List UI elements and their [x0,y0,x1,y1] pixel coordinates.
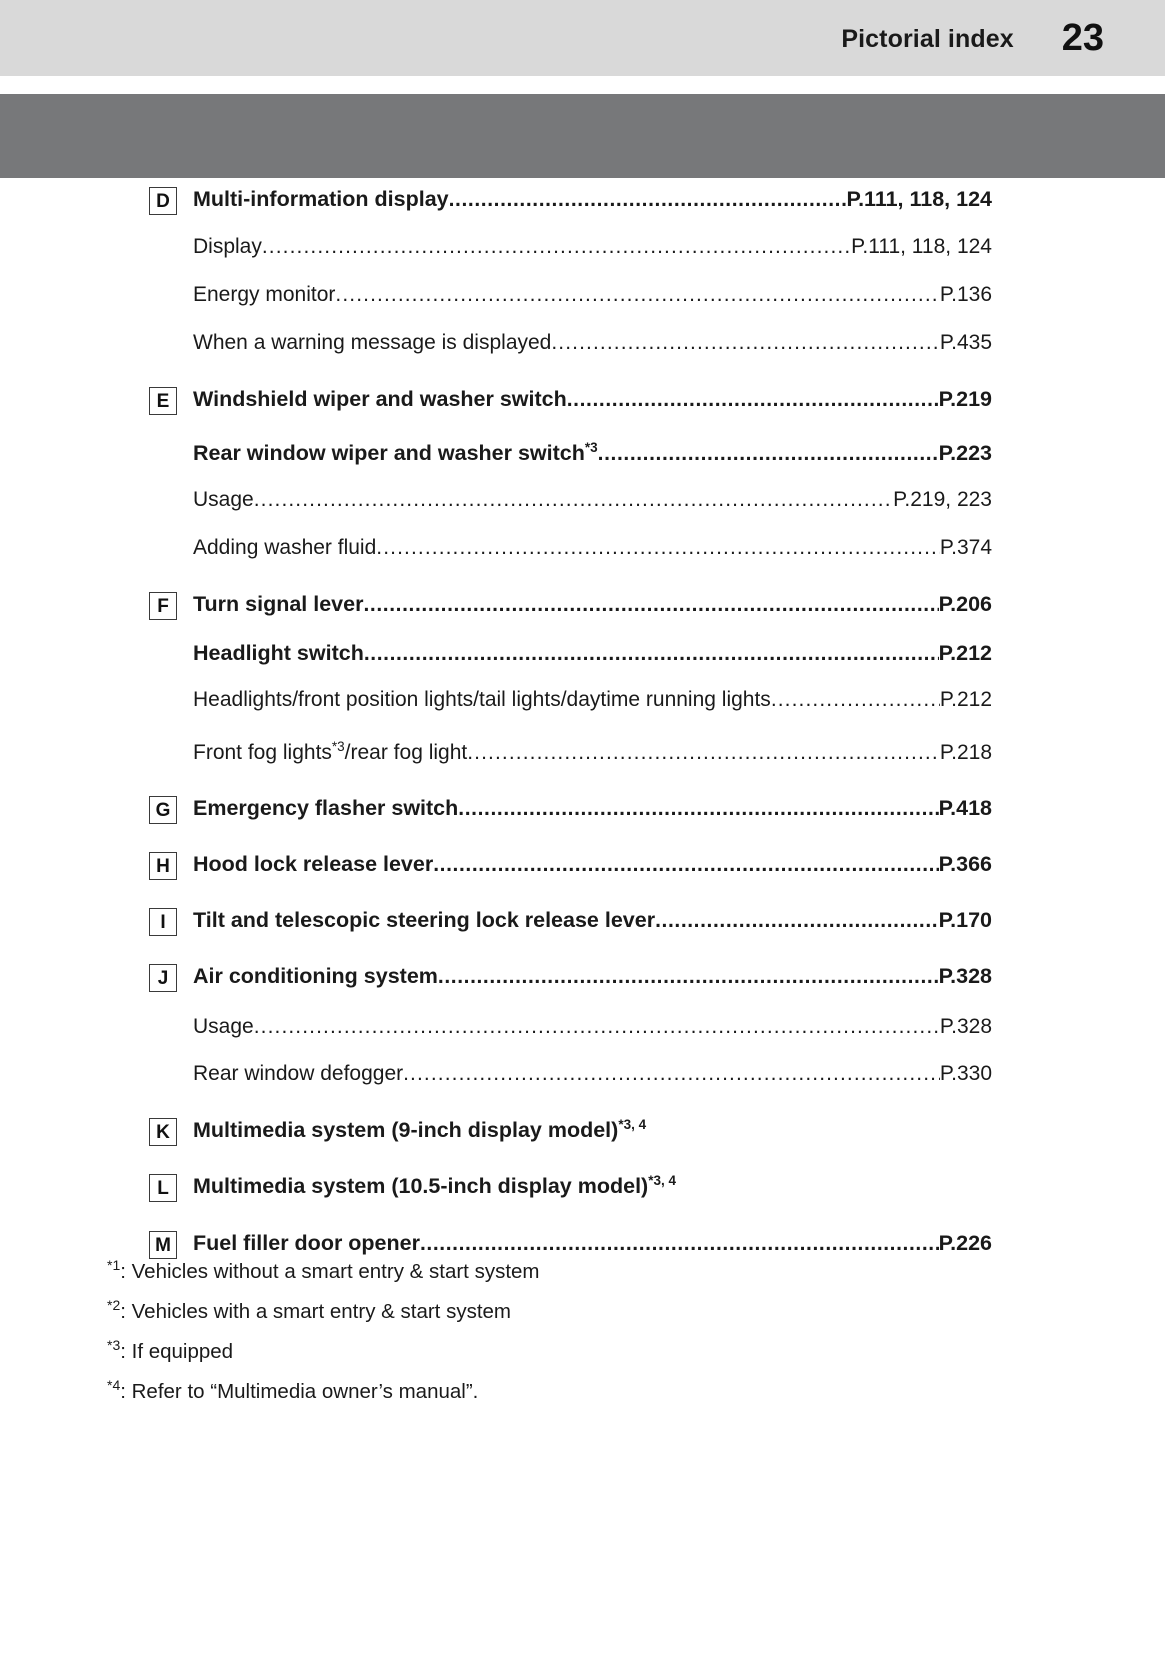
entry-label: When a warning message is displayed [193,331,552,354]
dot-leader [438,965,939,989]
entry-label: Energy monitor [193,283,336,306]
entry-page-reference[interactable]: P.418 [938,796,992,820]
entry-page-reference[interactable]: P.328 [938,964,992,988]
dot-leader [376,536,940,560]
index-entry[interactable] [0,535,1165,565]
index-entry[interactable] [0,640,1165,670]
entry-body [193,234,992,260]
entry-label: Headlights/front position lights/tail lights/daytime running lights [193,688,771,711]
entry-page-reference[interactable]: P.206 [938,592,992,616]
index-entry[interactable] [0,186,1165,216]
footnote-marker: *1 [107,1257,121,1274]
index-entry[interactable] [0,963,1165,993]
index-entry[interactable] [0,386,1165,416]
dot-leader [335,283,939,307]
dot-leader [467,741,940,765]
footnote-text: : Refer to “Multimedia owner’s manual”. [120,1380,479,1403]
entry-label: Hood lock release lever [193,852,434,876]
index-entry-list [0,186,1165,1260]
entry-body [193,1173,948,1200]
entry-label: Display [193,235,262,258]
index-entry[interactable] [0,1173,1165,1203]
footnote [107,1337,1007,1363]
page-title: Pictorial index [841,24,1014,53]
entry-label: Turn signal lever [193,592,364,616]
entry-page-reference[interactable]: P.219 [938,387,992,411]
entry-label: Tilt and telescopic steering lock release lever [193,908,656,932]
page-number: 23 [1061,17,1104,59]
index-entry[interactable] [0,1117,1165,1147]
index-entry[interactable] [0,234,1165,264]
entry-label: Multi-information display [193,187,449,211]
footnote-marker: *3 [107,1337,121,1354]
entry-page-reference[interactable]: P.219, 223 [893,488,992,511]
footnote-text: : If equipped [120,1340,234,1363]
entry-label: Windshield wiper and washer switch [193,387,567,411]
entry-footnote-marker: *3, 4 [618,1116,647,1132]
entry-label: Multimedia system (9-inch display model)$^{*3, 4}$ [193,1116,647,1142]
index-entry[interactable] [0,282,1165,312]
dot-leader [262,235,851,259]
footnote-marker: *2 [107,1297,121,1314]
footnote-text: : Vehicles with a smart entry & start system [120,1300,511,1323]
index-entry[interactable] [0,687,1165,717]
entry-label: Adding washer fluid [193,536,377,559]
index-entry[interactable] [0,487,1165,517]
section-tab-band [0,94,1165,178]
entry-letter-badge: L [149,1174,177,1202]
entry-letter-badge: K [149,1118,177,1146]
dot-leader [420,1232,939,1256]
dot-leader [449,188,847,212]
entry-body [193,963,992,990]
dot-leader [598,442,939,466]
entry-body [193,1061,992,1087]
footnote [107,1297,1007,1323]
entry-body [193,851,992,878]
entry-page-reference[interactable]: P.111, 118, 124 [846,187,992,211]
entry-body [193,386,992,413]
entry-body [193,487,992,513]
entry-body [193,186,992,213]
entry-body [193,282,992,308]
dot-leader [364,642,939,666]
entry-page-reference[interactable]: P.136 [939,283,992,306]
entry-letter-badge: J [149,964,177,992]
dot-leader [458,797,938,821]
entry-page-reference[interactable]: P.330 [939,1062,992,1085]
index-entry[interactable] [0,851,1165,881]
entry-body [193,687,992,713]
entry-label: Rear window defogger [193,1062,404,1085]
entry-page-reference[interactable]: P.212 [939,688,992,711]
index-entry[interactable] [0,440,1165,470]
entry-label: Usage [193,1015,254,1038]
footnote-text: : Vehicles without a smart entry & start system [120,1260,540,1283]
entry-footnote-marker: *3, 4 [648,1172,676,1188]
page-header [0,0,1165,76]
entry-page-reference[interactable]: P.170 [938,908,992,932]
entry-body [193,907,992,934]
entry-body [193,330,992,356]
entry-footnote-marker: *3 [331,739,345,754]
footnote-list [107,1257,1007,1422]
entry-letter-badge: G [149,796,177,824]
entry-page-reference[interactable]: P.328 [939,1015,992,1038]
entry-letter-badge: H [149,852,177,880]
entry-letter-badge: D [149,187,177,215]
footnote [107,1377,1007,1403]
index-entry[interactable] [0,740,1165,770]
entry-label: Multimedia system (10.5-inch display model)$^{*3, 4}$ [193,1172,676,1198]
index-entry[interactable] [0,1230,1165,1260]
entry-label: Front fog lights$^{*3}$/rear fog light [193,739,468,764]
entry-label: Rear window wiper and washer switch$^{*3}$ [193,439,598,465]
entry-page-reference[interactable]: P.226 [938,1231,992,1255]
dot-leader [771,688,940,712]
dot-leader [254,1015,940,1039]
entry-footnote-marker: *3 [584,439,598,455]
entry-page-reference[interactable]: P.223 [938,441,992,465]
index-entry[interactable] [0,1061,1165,1091]
entry-page-reference[interactable]: P.218 [939,741,992,764]
index-entry[interactable] [0,330,1165,360]
entry-letter-badge: I [149,908,177,936]
dot-leader [254,488,893,512]
entry-page-reference[interactable]: P.374 [939,536,992,559]
index-entry[interactable] [0,907,1165,937]
entry-body [193,640,992,667]
entry-letter-badge: F [149,592,177,620]
entry-body [193,440,992,467]
index-entry[interactable] [0,591,1165,621]
entry-page-reference[interactable]: P.212 [938,641,992,665]
entry-body [193,1230,992,1257]
entry-body [193,1117,948,1144]
dot-leader [363,593,938,617]
entry-label: Air conditioning system [193,964,438,988]
dot-leader [567,388,939,412]
entry-body [193,795,992,822]
entry-body [193,591,992,618]
entry-body [193,740,992,766]
index-entry[interactable] [0,795,1165,825]
entry-page-reference[interactable]: P.366 [938,852,992,876]
entry-label: Usage [193,488,254,511]
entry-label-tail: /rear fog light [344,741,468,764]
entry-body [193,1014,992,1040]
dot-leader [433,853,938,877]
entry-page-reference[interactable]: P.111, 118, 124 [851,235,992,258]
dot-leader [403,1062,940,1086]
entry-page-reference[interactable]: P.435 [939,331,992,354]
entry-letter-badge: M [149,1231,177,1259]
dot-leader [655,909,939,933]
entry-body [193,535,992,561]
footnote [107,1257,1007,1283]
entry-label: Emergency flasher switch [193,796,459,820]
dot-leader [551,331,939,355]
entry-label: Headlight switch [193,641,364,665]
entry-label: Fuel filler door opener [193,1231,420,1255]
entry-letter-badge: E [149,387,177,415]
footnote-marker: *4 [107,1377,121,1394]
index-entry[interactable] [0,1014,1165,1044]
